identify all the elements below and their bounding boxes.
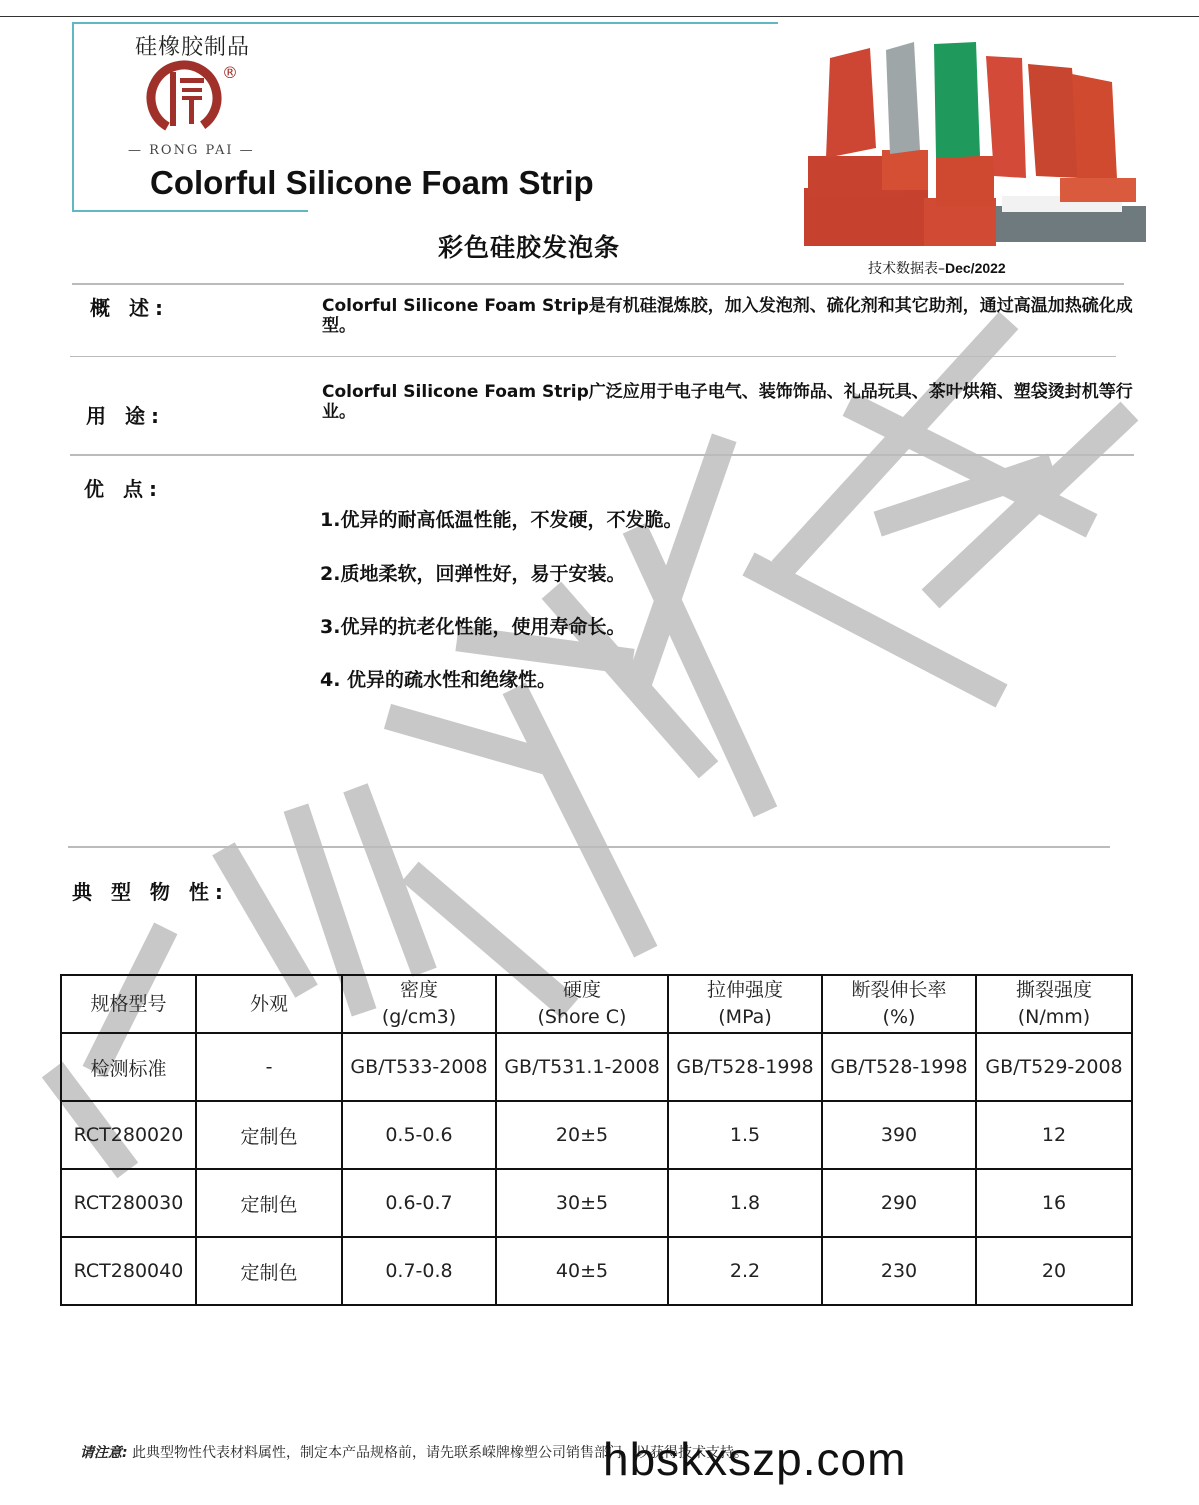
table-cell: 2.2 bbox=[668, 1237, 822, 1305]
header-accent-top bbox=[72, 22, 778, 24]
properties-label: 典 型 物 性: bbox=[72, 880, 229, 904]
header-cell: 拉伸强度 (MPa) bbox=[668, 975, 822, 1033]
properties-table bbox=[60, 974, 1133, 1306]
top-rule bbox=[0, 16, 1199, 17]
table-cell: 20 bbox=[976, 1237, 1132, 1305]
table-standards-row bbox=[61, 1033, 1132, 1101]
website-url-watermark: hbskxszp.com bbox=[603, 1433, 907, 1485]
table-cell: GB/T531.1-2008 bbox=[496, 1033, 668, 1101]
table-cell: - bbox=[196, 1033, 342, 1101]
table-row bbox=[61, 1101, 1132, 1169]
product-photo bbox=[790, 28, 1156, 256]
table-cell: 40±5 bbox=[496, 1237, 668, 1305]
brand-english-name: — RONG PAI — bbox=[128, 143, 255, 158]
table-cell: 0.7-0.8 bbox=[342, 1237, 496, 1305]
table-header-row bbox=[61, 975, 1132, 1033]
datasheet-date: 技术数据表–Dec/2022 bbox=[868, 260, 1006, 277]
table-row bbox=[61, 1237, 1132, 1305]
header-cell: 撕裂强度 (N/mm) bbox=[976, 975, 1132, 1033]
table-cell: RCT280040 bbox=[61, 1237, 196, 1305]
table-cell: 1.5 bbox=[668, 1101, 822, 1169]
overview-text: Colorful Silicone Foam Strip是有机硅混炼胶，加入发泡剂、硫化剂和其它助剂，通过高温加热硫化成型。 bbox=[322, 296, 1133, 336]
table-cell: 定制色 bbox=[196, 1237, 342, 1305]
section-divider bbox=[70, 356, 1116, 357]
product-title-english: Colorful Silicone Foam Strip bbox=[150, 164, 594, 201]
table-cell: 230 bbox=[822, 1237, 976, 1305]
table-cell: 20±5 bbox=[496, 1101, 668, 1169]
header-accent-left bbox=[72, 22, 74, 212]
header-cell: 断裂伸长率 (%) bbox=[822, 975, 976, 1033]
table-row bbox=[61, 1169, 1132, 1237]
advantages-label: 优 点: bbox=[84, 477, 163, 501]
header-cell: 硬度 (Shore C) bbox=[496, 975, 668, 1033]
table-cell: 检测标准 bbox=[61, 1033, 196, 1101]
table-cell: GB/T529-2008 bbox=[976, 1033, 1132, 1101]
advantage-item: 1.优异的耐高低温性能，不发硬，不发脆。 bbox=[320, 509, 683, 531]
table-cell: 16 bbox=[976, 1169, 1132, 1237]
table-cell: 290 bbox=[822, 1169, 976, 1237]
header-accent-bottom bbox=[72, 210, 308, 212]
advantage-item: 4. 优异的疏水性和绝缘性。 bbox=[320, 669, 557, 691]
table-cell: 定制色 bbox=[196, 1169, 342, 1237]
header-cell: 密度 (g/cm3) bbox=[342, 975, 496, 1033]
table-cell: GB/T533-2008 bbox=[342, 1033, 496, 1101]
advantage-item: 2.质地柔软，回弹性好，易于安装。 bbox=[320, 563, 626, 585]
table-cell: 30±5 bbox=[496, 1169, 668, 1237]
table-cell: 12 bbox=[976, 1101, 1132, 1169]
usage-text: Colorful Silicone Foam Strip广泛应用于电子电气、装饰饰品、礼品玩具、茶叶烘箱、塑袋烫封机等行业。 bbox=[322, 382, 1133, 422]
table-cell: 0.5-0.6 bbox=[342, 1101, 496, 1169]
table-cell: RCT280020 bbox=[61, 1101, 196, 1169]
table-cell: GB/T528-1998 bbox=[822, 1033, 976, 1101]
section-divider bbox=[70, 454, 1134, 456]
table-cell: 0.6-0.7 bbox=[342, 1169, 496, 1237]
product-title-chinese: 彩色硅胶发泡条 bbox=[438, 233, 621, 262]
table-cell: RCT280030 bbox=[61, 1169, 196, 1237]
section-divider bbox=[68, 846, 1110, 848]
table-cell: 定制色 bbox=[196, 1101, 342, 1169]
header-cell: 外观 bbox=[196, 975, 342, 1033]
svg-text:®: ® bbox=[222, 63, 238, 82]
footer-note: 请注意: 此典型物性代表材料属性，制定本产品规格前，请先联系嵘牌橡塑公司销售部门，以获得技术支持。 bbox=[80, 1445, 749, 1461]
usage-label: 用 途: bbox=[86, 404, 165, 428]
table-cell: 390 bbox=[822, 1101, 976, 1169]
brand-chinese-name: 硅橡胶制品 bbox=[135, 35, 251, 60]
advantage-item: 3.优异的抗老化性能，使用寿命长。 bbox=[320, 616, 626, 638]
table-cell: GB/T528-1998 bbox=[668, 1033, 822, 1101]
overview-label: 概 述: bbox=[90, 296, 169, 320]
table-cell: 1.8 bbox=[668, 1169, 822, 1237]
rongpai-logo-icon bbox=[146, 58, 242, 138]
section-divider bbox=[72, 283, 1124, 285]
header-cell: 规格型号 bbox=[61, 975, 196, 1033]
